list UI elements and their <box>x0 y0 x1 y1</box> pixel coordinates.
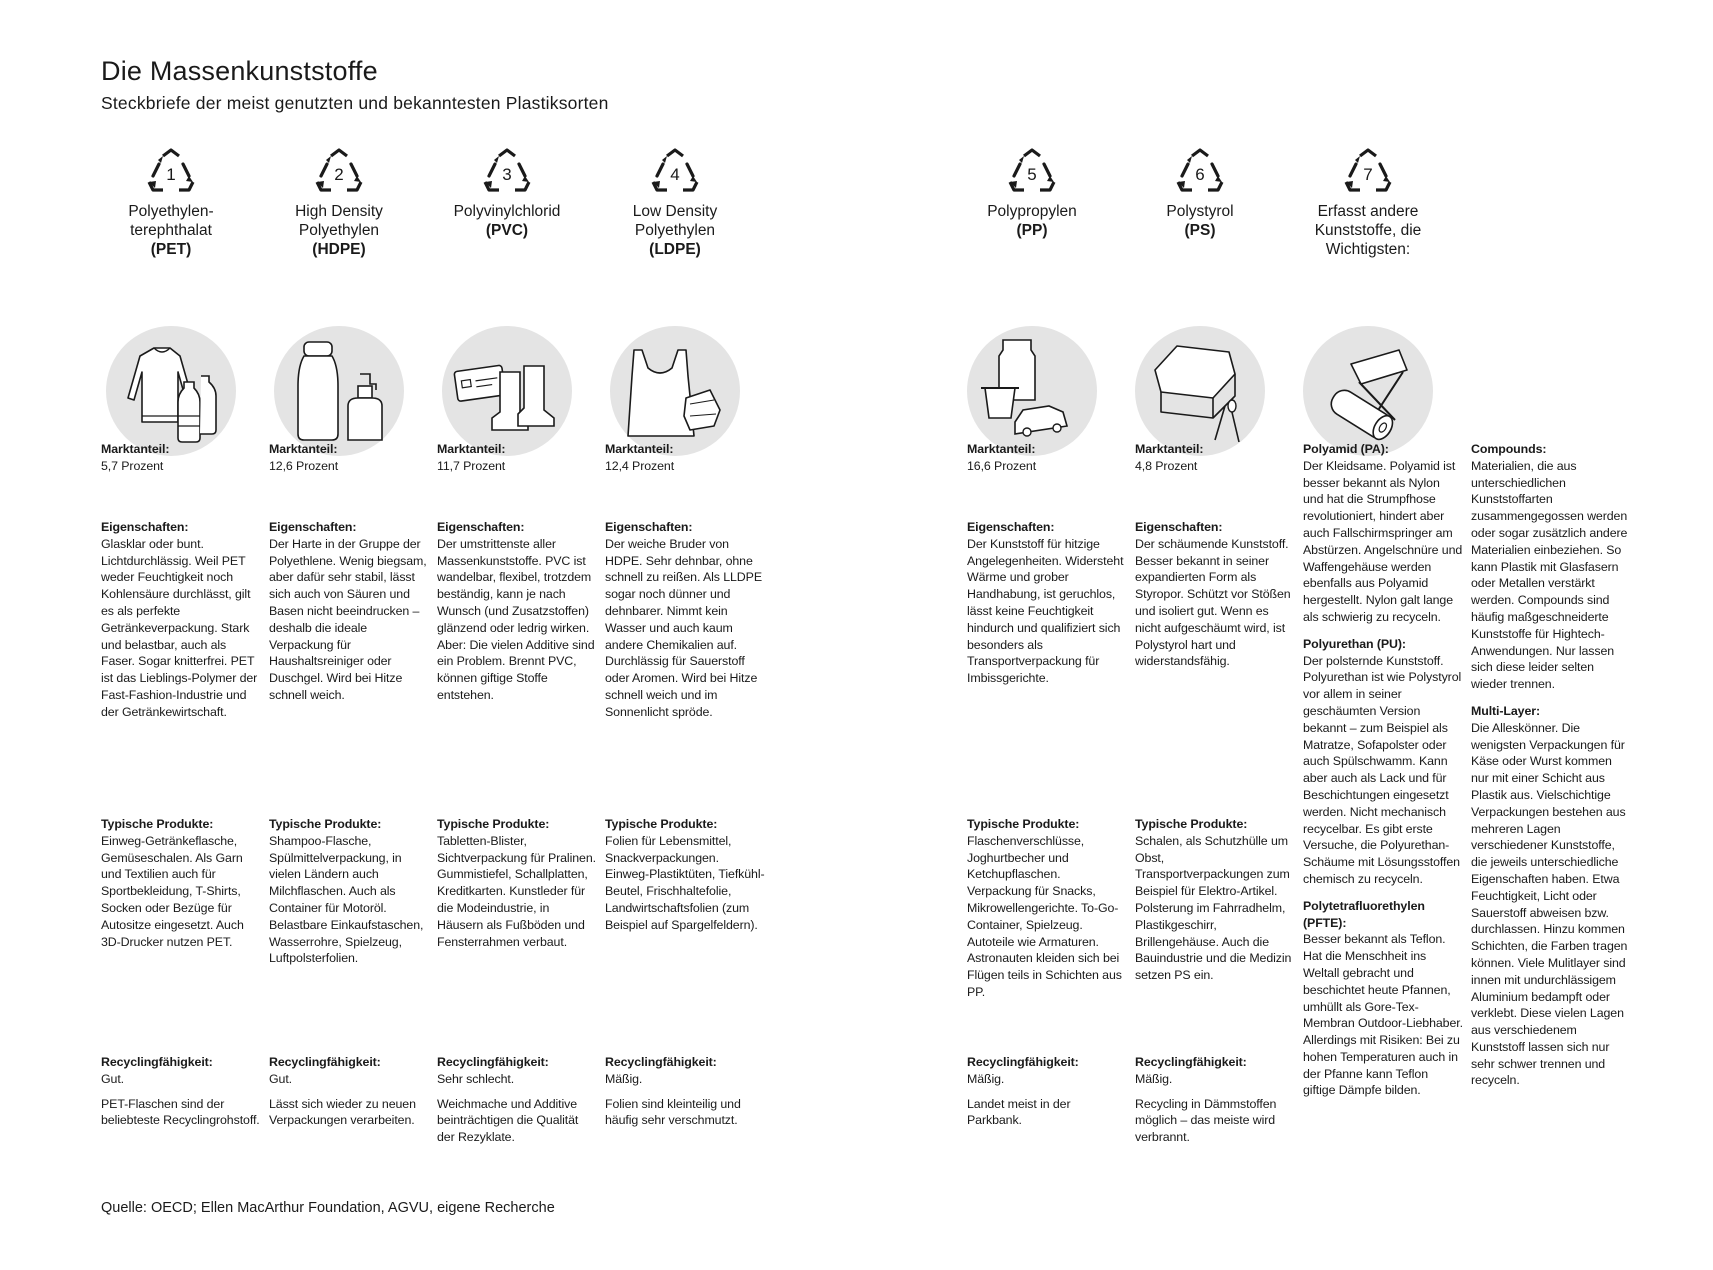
entry-text: Der polsternde Kunststoff. Polyurethan ist wie Polystyrol vor allem in seiner geschäumten Version bekannt – zum Beispiel als Matratze, Sofapolster oder auch Spülschwamm. Kann aber auch als Lack und für Beschichtungen eingesetzt werden. Nicht mechanisch recycelbar. Es gibt erste Versuche, die Polyurethan-Schäume mit Lösungsstoffen chemisch zu recyceln. <box>1303 653 1462 886</box>
recycle-icon <box>313 148 365 194</box>
sweater-bottles-icon <box>106 326 236 456</box>
source-note: Quelle: OECD; Ellen MacArthur Foundation, AGVU, eigene Recherche <box>101 1200 555 1216</box>
plastic-facts-pvc: Marktanteil: 11,7 Prozent <box>437 442 506 473</box>
recycle-icon <box>649 148 701 194</box>
recycling-pvc: Recyclingfähigkeit: Sehr schlecht. Weichmache und Additive beinträchtigen die Qualität der Rezyklate. <box>437 1055 579 1145</box>
other-plastics-list-b <box>1471 441 1631 1089</box>
recycling-ps: Recyclingfähigkeit: Mäßig. Recycling in Dämmstoffen möglich – das meiste wird verbrannt. <box>1135 1055 1277 1145</box>
eigenschaften-ps: Eigenschaften: Der schäumende Kunststoff. Besser bekannt in seiner expandierten Form als Styropor. Schützt vor Stößen und isoliert gut. Wenn es nicht aufgeschäumt wird, ist Polystyrol hart und widerstandsfähig. <box>1135 520 1291 669</box>
recycle-icon <box>1006 148 1058 194</box>
recycle-icon <box>481 148 533 194</box>
entry-label: Polyurethan (PU): <box>1303 636 1406 651</box>
entry-text: Besser bekannt als Teflon. Hat die Menschheit ins Weltall gebracht und beschichtet heute Pfannen, umhüllt als Gore-Tex-Membran Outdoor-Liebhaber. Allerdings mit Risiken: Bei zu hohen Temperaturen auch in der Pfanne kann Teflon giftige Dämpfe bilden. <box>1303 932 1463 1098</box>
recycle-icon <box>145 148 197 194</box>
plastic-facts-ldpe: Marktanteil: 12,4 Prozent <box>605 442 675 473</box>
entry-label: Multi-Layer: <box>1471 703 1541 718</box>
plastic-facts-pet: Marktanteil: 5,7 Prozent <box>101 442 170 473</box>
svg-text:7: 7 <box>1363 165 1373 184</box>
food-box-icon <box>1135 326 1265 456</box>
plastic-name: Low Density Polyethylen (LDPE) <box>632 203 718 258</box>
recycling-pp: Recyclingfähigkeit: Mäßig. Landet meist in der Parkbank. <box>967 1055 1079 1128</box>
plastic-name: Polyethylen-terephthalat (PET) <box>128 203 214 258</box>
entry-label: Polytetrafluorethylen (PFTE): <box>1303 898 1425 930</box>
produkte-ps: Typische Produkte: Schalen, als Schutzhülle um Obst, Transportverpackungen zum Beispiel für Elektro-Artikel. Polsterung im Fahrradhelm, Plastikgeschirr, Brillengehäuse. Auch die Bauindustrie und die Medizin setzen PS ein. <box>1135 817 1292 983</box>
entry-text: Der Kleidsame. Polyamid ist besser bekannt als Nylon und hat die Strumpfhose revolutioniert, hindert aber auch Fallschirmspringer am Abstürzen. Angelschnüre und Waffengehäuse werden ebenfalls aus Polyamid hergestellt. Nylon galt lange als schwierig zu recyceln. <box>1303 458 1463 624</box>
svg-text:2: 2 <box>334 165 344 184</box>
plastic-facts-pp: Marktanteil: 16,6 Prozent <box>967 442 1037 473</box>
page-title: Die Massenkunststoffe <box>101 56 378 86</box>
recycling-ldpe: Recyclingfähigkeit: Mäßig. Folien sind kleinteilig und häufig sehr verschmutzt. <box>605 1055 741 1128</box>
recycle-icon <box>1342 148 1394 194</box>
eigenschaften-hdpe: Eigenschaften: Der Harte in der Gruppe der Polyethlene. Wenig biegsam, aber dafür sehr stabil, lässt sich auch von Säuren und Basen nicht beeindrucken – deshalb die ideale Verpackung für Haushaltsreiniger oder Duschgel. Wird bei Hitze schnell weich. <box>269 520 427 702</box>
chair-mat-icon <box>1303 326 1433 456</box>
entry-text: Materialien, die aus unterschiedlichen Kunststoffarten zusammengegossen werden oder sogar zusätzlich andere Materialien einbeziehen. So kann Plastik mit Glasfasern oder Metallen verstärkt werden. Compounds sind häufig maßgeschneiderte Kunststoffe für Hightech-Anwendungen. Nur lassen sich diese leider selten wieder trennen. <box>1471 458 1628 692</box>
cup-car-icon <box>967 326 1097 456</box>
plastic-column-hdpe <box>259 148 419 259</box>
shampoo-bottle-icon <box>274 326 404 456</box>
eigenschaften-pp: Eigenschaften: Der Kunststoff für hitzige Angelegenheiten. Widersteht Wärme und grober Handhabung, ist geruchlos, lässt keine Feuchtigkeit hindurch und qualifiziert sich besonders als Transportverpackung für Imbissgerichte. <box>967 520 1124 686</box>
plastic-name: Polypropylen (PP) <box>987 203 1077 239</box>
plastic-facts-ps: Marktanteil: 4,8 Prozent <box>1135 442 1204 473</box>
page-subtitle: Steckbriefe der meist genutzten und bekanntesten Plastiksorten <box>101 93 609 113</box>
svg-text:3: 3 <box>502 165 512 184</box>
svg-text:6: 6 <box>1195 165 1205 184</box>
entry-label: Compounds: <box>1471 442 1547 456</box>
plastic-name: Polyvinylchlorid (PVC) <box>453 203 561 239</box>
svg-text:1: 1 <box>166 165 176 184</box>
produkte-pvc: Typische Produkte: Tabletten-Blister, Sichtverpackung für Pralinen. Gummistiefel, Schallplatten, Kreditkarten. Kunstleder für die Modeindustrie, in Häusern als Fußböden und Fensterrahmen verbaut. <box>437 817 596 949</box>
eigenschaften-pvc: Eigenschaften: Der umstrittenste aller Massenkunststoffe. PVC ist wandelbar, flexibel, trotzdem beständig, kann je nach Wunsch (und Zusatzstoffen) glänzend oder ledrig wirken. Aber: Die vielen Additive sind ein Problem. Brennt PVC, können giftige Stoffe entstehen. <box>437 520 595 702</box>
produkte-pp: Typische Produkte: Flaschenverschlüsse, Joghurtbecher und Ketchupflaschen. Verpackung für Snacks, Mikrowellengerichte. To-Go-Container, Spielzeug. Autoteile wie Armaturen. Astronauten kleiden sich bei Flügen teils in Schichten aus PP. <box>967 817 1122 999</box>
produkte-ldpe: Typische Produkte: Folien für Lebensmittel, Snackverpackungen. Einweg-Plastiktüten, Tiefkühl-Beutel, Frischhaltefolie, Landwirtschaftsfolien (zum Beispiel auf Spargelfeldern). <box>605 817 765 932</box>
recycling-hdpe: Recyclingfähigkeit: Gut. Lässt sich wieder zu neuen Verpackungen verarbeiten. <box>269 1055 416 1128</box>
eigenschaften-ldpe: Eigenschaften: Der weiche Bruder von HDPE. Sehr dehnbar, ohne schnell zu reißen. Als LLDPE sogar noch dünner und dehnbarer. Nimmt kein Wasser und auch kaum andere Chemikalien auf. Durchlässig für Sauerstoff oder Aromen. Wird bei Hitze schnell weich und im Sonnenlicht spröde. <box>605 520 762 719</box>
plastic-facts-hdpe: Marktanteil: 12,6 Prozent <box>269 442 339 473</box>
plastic-column-pvc <box>427 148 587 240</box>
plastic-column-ldpe <box>595 148 755 259</box>
plastic-name: Polystyrol (PS) <box>1166 203 1234 239</box>
entry-label: Polyamid (PA): <box>1303 442 1389 456</box>
plastic-column-ps <box>1120 148 1280 240</box>
svg-text:4: 4 <box>670 165 680 184</box>
plastic-name: Erfasst andere Kunststoffe, die Wichtigsten: <box>1314 203 1422 258</box>
boots-card-icon <box>442 326 572 456</box>
plastic-name: High Density Polyethylen (HDPE) <box>295 203 383 258</box>
plastic-column-other <box>1288 148 1448 259</box>
other-plastics-list-a <box>1303 441 1463 1099</box>
entry-text: Die Alleskönner. Die wenigsten Verpackungen für Käse oder Wurst kommen nur mit einer Schicht aus Plastik aus. Vielschichtige Verpackungen bestehen aus mehreren Lagen verschiedener Kunststoffe, die jeweils unterschiedliche Eigenschaften haben. Etwa Feuchtigkeit, Licht oder Sauerstoff abweisen bzw. durchlassen. Hinzu kommen Schichten, die Farben tragen können. Viele Mulitlayer sind innen mit undurchlässigem Aluminium bedampft oder verklebt. Diese vielen Lagen aus verschiedenem Kunststoff lassen sich nur sehr schwer trennen und recyceln. <box>1471 720 1628 1088</box>
plastic-column-pp <box>952 148 1112 240</box>
recycle-icon <box>1174 148 1226 194</box>
svg-text:5: 5 <box>1027 165 1037 184</box>
produkte-hdpe: Typische Produkte: Shampoo-Flasche, Spülmittelverpackung, in vielen Ländern auch Milchflaschen. Auch als Container für Motoröl. Belastbare Einkaufstaschen, Wasserrohre, Spielzeug, Luftpolsterfolien. <box>269 817 424 966</box>
eigenschaften-pet: Eigenschaften: Glasklar oder bunt. Lichtdurchlässig. Weil PET weder Feuchtigkeit noch Kohlensäure durchlässt, gilt es als perfekte Getränkeverpackung. Stark und belastbar, auch als Faser. Sogar knitterfrei. PET ist das Lieblings-Polymer der Fast-Fashion-Industrie und der Getränkewirtschaft. <box>101 520 258 719</box>
plastic-bag-icon <box>610 326 740 456</box>
plastic-column-pet <box>91 148 251 259</box>
recycling-pet: Recyclingfähigkeit: Gut. PET-Flaschen sind der beliebteste Recyclingrohstoff. <box>101 1055 260 1128</box>
produkte-pet: Typische Produkte: Einweg-Getränkeflasche, Gemüseschalen. Als Garn und Textilien auch für Sportbekleidung, T-Shirts, Socken oder Bezüge für Autositze eingesetzt. Auch 3D-Drucker nutzen PET. <box>101 817 244 949</box>
